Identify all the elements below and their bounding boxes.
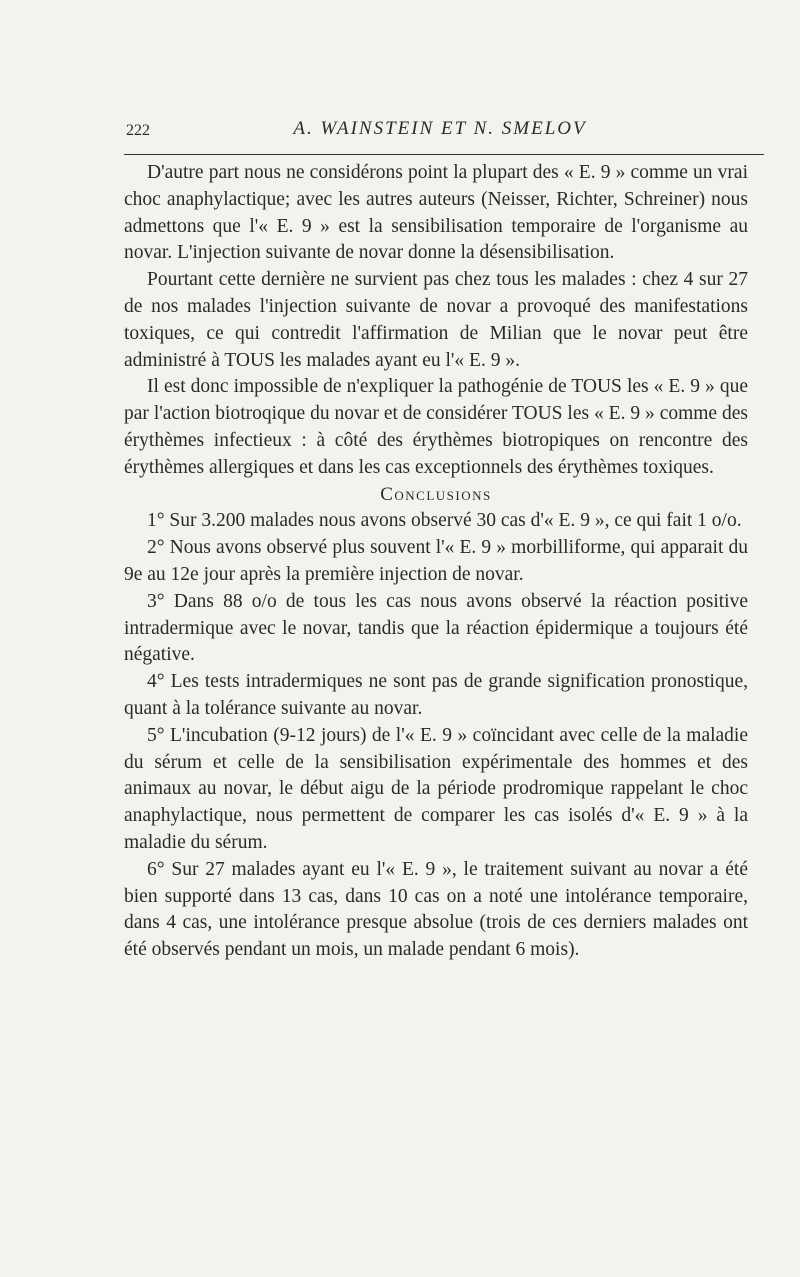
conclusion-item: 4° Les tests intradermiques ne sont pas de grande signification pronostique, quant à la tolérance suivante au novar.: [124, 671, 748, 719]
section-heading: Conclusions: [380, 483, 492, 505]
running-head: [120, 118, 760, 142]
page-number: 222: [126, 122, 150, 139]
conclusion-item: 1° Sur 3.200 malades nous avons observé 30 cas d'« E. 9 », ce qui fait 1 o/o.: [147, 510, 742, 532]
running-title: A. WAINSTEIN ET N. SMELOV: [293, 118, 587, 139]
paragraph: D'autre part nous ne considérons point la plupart des « E. 9 » comme un vrai choc anaphylactique; avec les autres auteurs (Neisser, Richter, Schreiner) nous admettons que l'« E. 9 » est la sensibilisation temporaire de l'organisme au novar. L'injection suivante de novar donne la désensibilisation.: [124, 162, 748, 264]
paragraph: Pourtant cette dernière ne survient pas chez tous les malades : chez 4 sur 27 de nos malades l'injection suivante de novar a provoqué des manifestations toxiques, ce qui contredit l'affirmation de Milian que le novar peut être administré à TOUS les malades ayant eu l'« E. 9 ».: [124, 269, 748, 371]
paragraph: Il est donc impossible de n'expliquer la pathogénie de TOUS les « E. 9 » que par l'action biotroqique du novar et de considérer TOUS les « E. 9 » comme des érythèmes infectieux : à côté des érythèmes biotropiques on rencontre des érythèmes allergiques et dans les cas exceptionnels des érythèmes toxiques.: [124, 376, 748, 478]
conclusion-item: 5° L'incubation (9-12 jours) de l'« E. 9 » coïncidant avec celle de la maladie du sérum et celle de la sensibilisation expérimentale des hommes et des animaux au novar, le début aigu de la période prodromique rappelant le choc anaphylactique, nous permettent de comparer les cas isolés d'« E. 9 » à la maladie du sérum.: [124, 724, 748, 853]
conclusion-item: 6° Sur 27 malades ayant eu l'« E. 9 », le traitement suivant au novar a été bien supporté dans 13 cas, dans 10 cas on a noté une intolérance temporaire, dans 4 cas, une intolérance presque absolue (trois de ces derniers malades ont été observés pendant un mois, un malade pendant 6 mois).: [124, 858, 748, 961]
conclusion-item: 2° Nous avons observé plus souvent l'« E. 9 » morbilliforme, qui apparait du 9e au 12e jour après la première injection de novar.: [124, 537, 748, 585]
body-text: [124, 160, 748, 964]
header-rule: [124, 154, 764, 155]
conclusion-item: 3° Dans 88 o/o de tous les cas nous avons observé la réaction positive intradermique avec le novar, tandis que la réaction épidermique a toujours été négative.: [124, 590, 748, 666]
